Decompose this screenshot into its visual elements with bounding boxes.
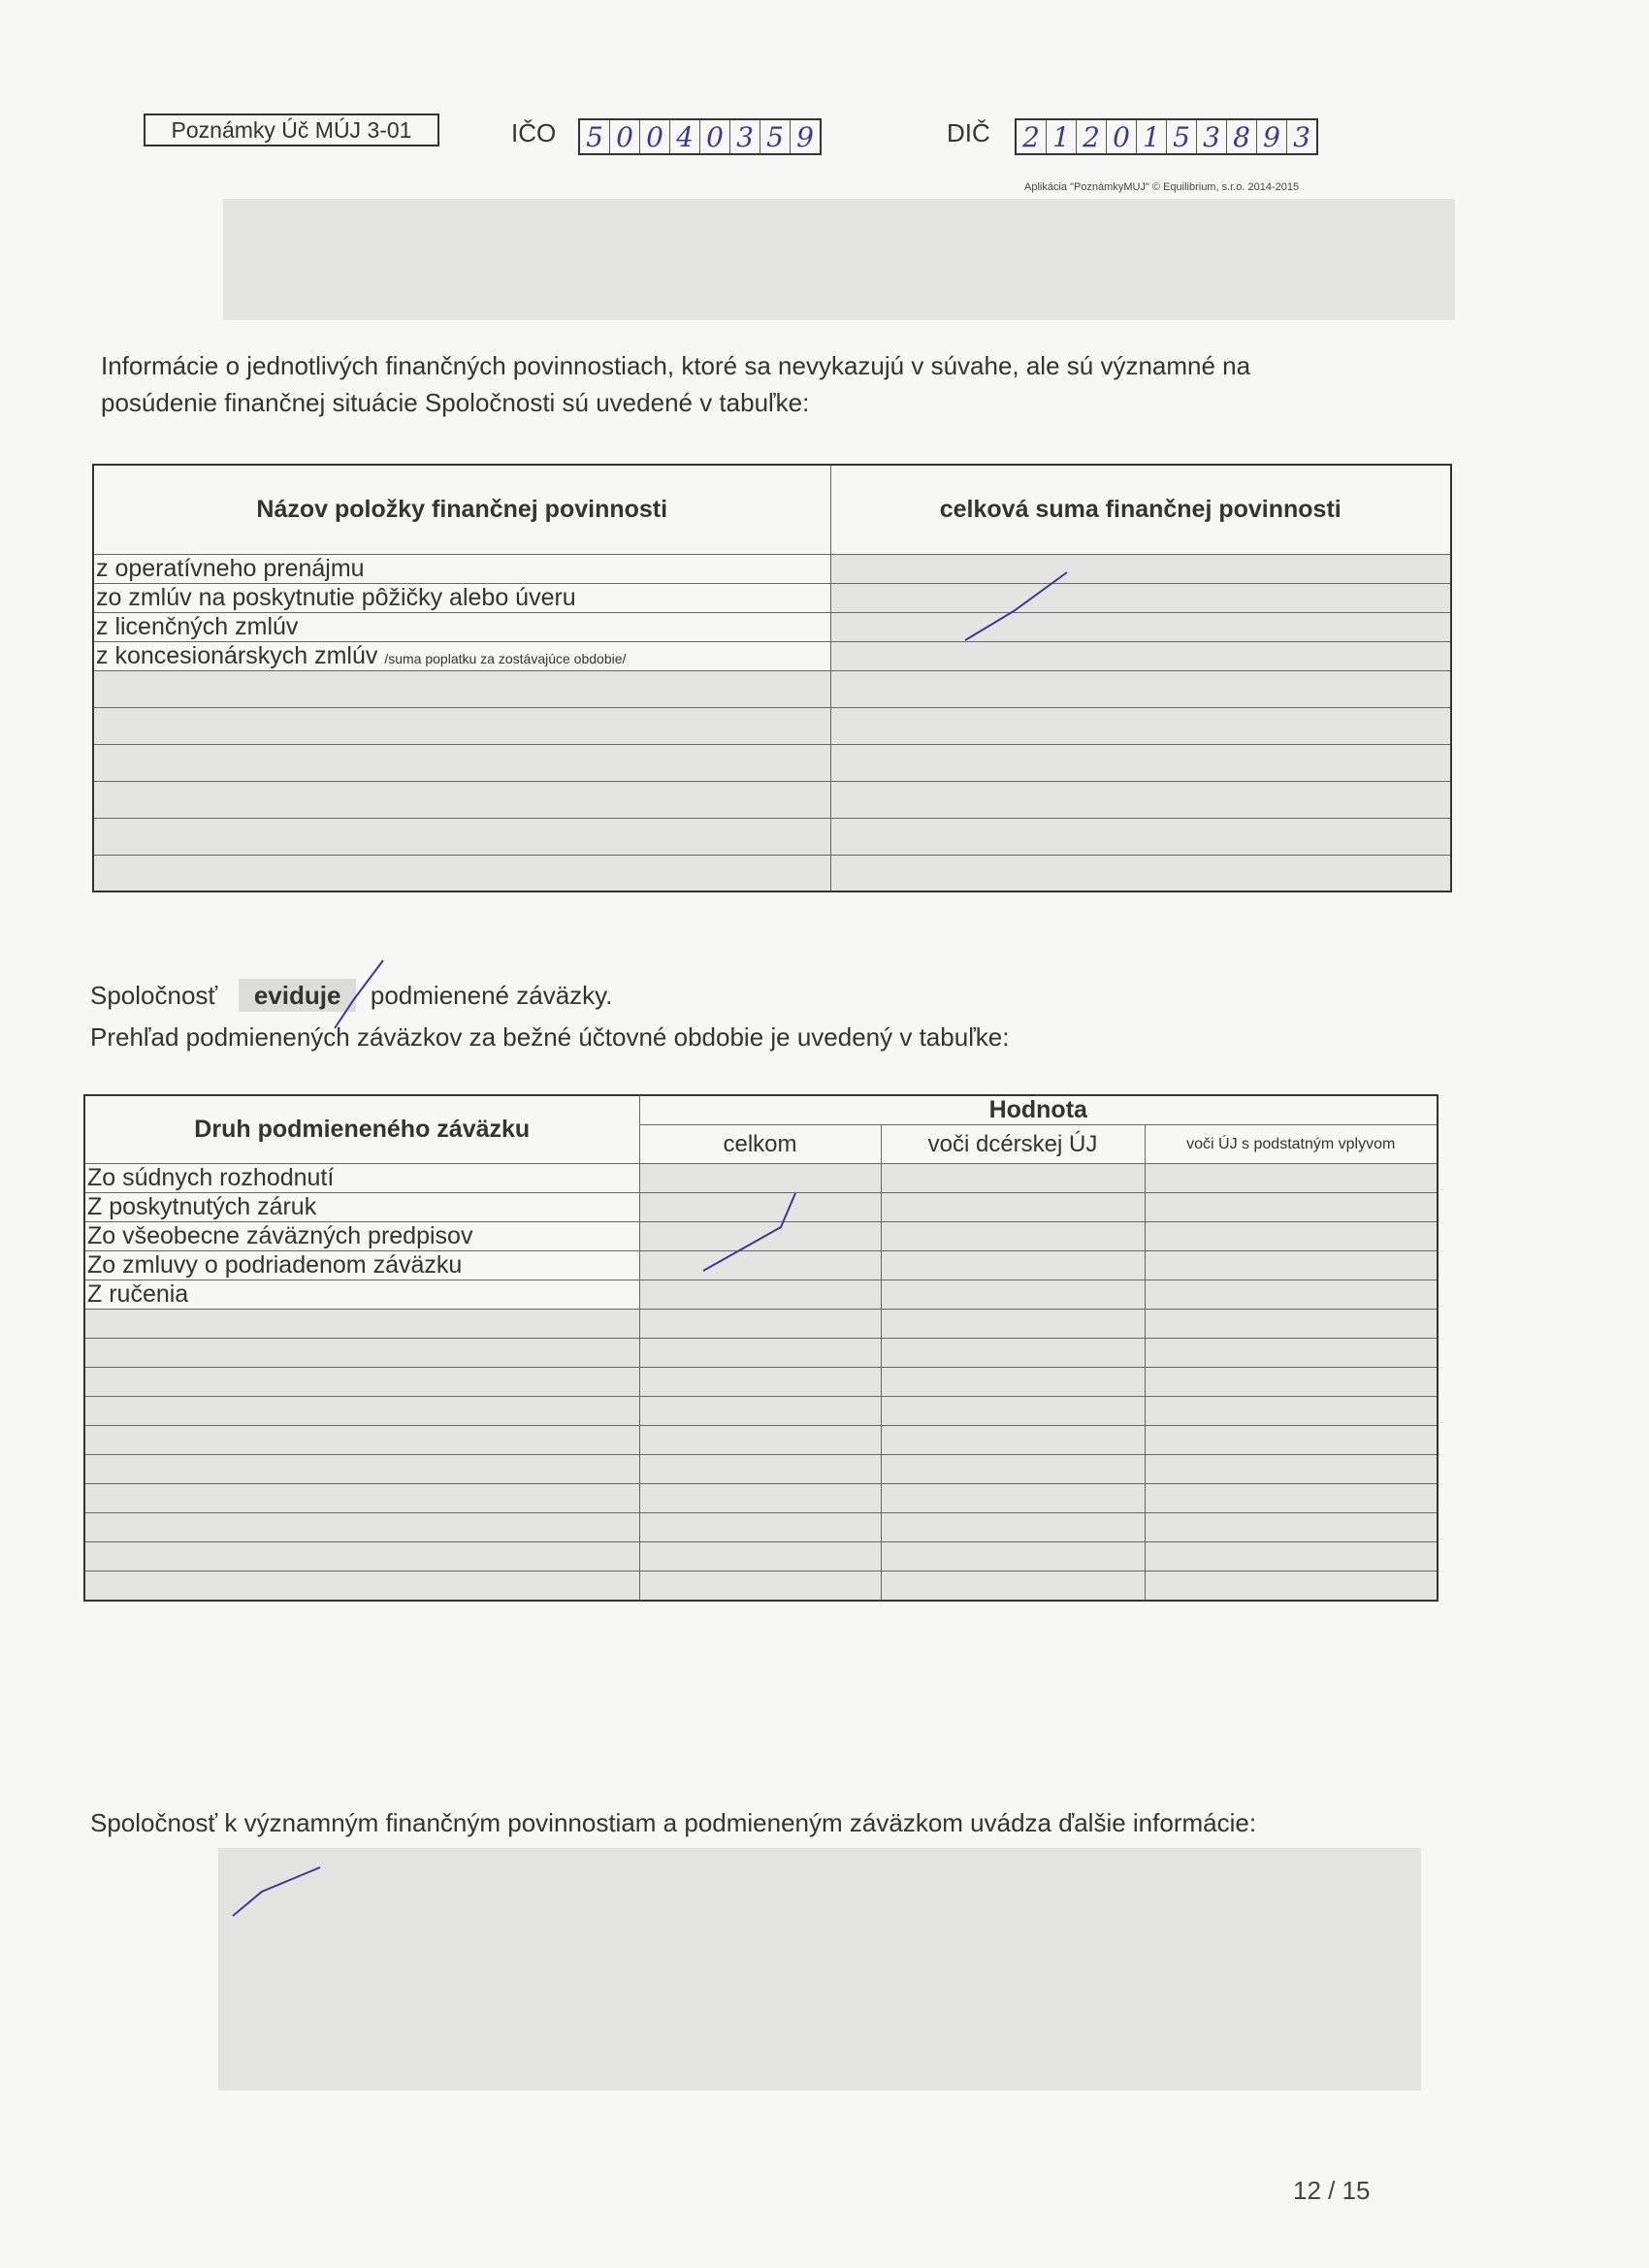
sub-header-total: celkom	[639, 1125, 881, 1164]
handwritten-slash-mark	[960, 567, 1077, 655]
empty-cell	[881, 1339, 1145, 1368]
digit-box: 3	[1293, 121, 1310, 153]
contingent-type-label: Z poskytnutých záruk	[84, 1193, 639, 1222]
empty-cell	[881, 1426, 1145, 1455]
empty-cell	[84, 1455, 639, 1484]
digit-box: 0	[610, 120, 640, 153]
empty-cell	[84, 1513, 639, 1542]
statement-suffix: podmienené záväzky.	[370, 981, 613, 1010]
table-row	[93, 641, 1451, 670]
value-cell	[881, 1251, 1145, 1280]
contingent-type-label: Zo zmluvy o podriadenom záväzku	[84, 1251, 639, 1280]
obligation-label-cell	[93, 554, 830, 583]
empty-cell	[84, 1397, 639, 1426]
additional-info-heading: Spoločnosť k významným finančným povinnostiam a podmieneným záväzkom uvádza ďalšie informácie:	[90, 1808, 1257, 1837]
empty-cell	[1145, 1455, 1438, 1484]
empty-cell	[84, 1310, 639, 1339]
digit-box: 5	[760, 120, 791, 153]
obligation-sum-cell	[830, 554, 1451, 583]
empty-cell	[830, 781, 1451, 818]
value-cell	[881, 1222, 1145, 1251]
handwritten-slash-mark	[228, 1863, 325, 1921]
empty-cell	[881, 1571, 1145, 1601]
obligation-note: /suma poplatku za zostávajúce obdobie/	[384, 650, 627, 666]
table-row	[84, 1513, 1438, 1542]
table-row	[84, 1339, 1438, 1368]
empty-cell	[84, 1368, 639, 1397]
empty-cell	[830, 744, 1451, 781]
digit-box: 5	[580, 120, 610, 153]
empty-cell	[830, 818, 1451, 855]
contingent-type-label: Z ručenia	[84, 1280, 639, 1310]
empty-cell	[1145, 1513, 1438, 1542]
empty-cell	[881, 1513, 1145, 1542]
empty-cell	[639, 1542, 881, 1571]
empty-cell	[1145, 1542, 1438, 1571]
value-cell	[1145, 1251, 1438, 1280]
empty-cell	[84, 1339, 639, 1368]
table-row	[93, 744, 1451, 781]
contingent-line2: Prehľad podmienených záväzkov za bežné účtovné obdobie je uvedený v tabuľke:	[90, 1022, 1010, 1052]
obligation-sum-cell	[830, 583, 1451, 612]
digit-box: 0	[700, 120, 730, 153]
value-cell	[1145, 1280, 1438, 1310]
empty-cell	[881, 1397, 1145, 1426]
empty-cell	[639, 1455, 881, 1484]
table-row	[84, 1368, 1438, 1397]
empty-cell	[93, 670, 830, 707]
digit-box: 4	[670, 120, 700, 153]
empty-cell	[639, 1484, 881, 1513]
digit-box: 8	[1227, 120, 1257, 153]
digit-box: 3	[730, 120, 760, 153]
handwritten-slash-mark	[698, 1188, 805, 1276]
col-name-header: Názov položky finančnej povinnosti	[93, 465, 830, 554]
table-row	[93, 554, 1451, 583]
intro-paragraph: Informácie o jednotlivých finančných povinnostiach, ktoré sa nevykazujú v súvahe, ale sú významné na posúdenie finančnej situácie Spoločnosti sú uvedené v tabuľke:	[101, 351, 1251, 417]
digit-box: 1	[1047, 120, 1077, 153]
table-row	[93, 818, 1451, 855]
page-number: 12 / 15	[1293, 2176, 1371, 2205]
empty-cell	[639, 1426, 881, 1455]
empty-cell	[1145, 1339, 1438, 1368]
table-row	[93, 781, 1451, 818]
empty-cell	[84, 1426, 639, 1455]
empty-cell	[93, 781, 830, 818]
empty-cell	[1145, 1426, 1438, 1455]
status-value: eviduje	[239, 979, 357, 1012]
obligation-label: z koncesionárskych zmlúv	[96, 641, 378, 669]
obligation-label-cell	[93, 583, 830, 612]
empty-cell	[881, 1455, 1145, 1484]
ico-label: IČO	[511, 118, 557, 147]
col-sum-header: celková suma finančnej povinnosti	[830, 465, 1451, 554]
empty-cell	[881, 1310, 1145, 1339]
obligation-label-cell	[93, 612, 830, 641]
table-row	[93, 583, 1451, 612]
empty-cell	[1145, 1484, 1438, 1513]
empty-cell	[830, 855, 1451, 891]
empty-cell	[830, 707, 1451, 744]
empty-cell	[1145, 1310, 1438, 1339]
value-header: Hodnota	[639, 1095, 1438, 1125]
statement-prefix: Spoločnosť	[90, 981, 218, 1010]
table-row	[84, 1280, 1438, 1310]
value-cell	[639, 1280, 881, 1310]
redacted-band-top	[223, 199, 1455, 320]
sub-header-significant: voči ÚJ s podstatným vplyvom	[1145, 1125, 1438, 1164]
obligation-label: zo zmlúv na poskytnutie pôžičky alebo úveru	[96, 583, 576, 611]
table-row	[84, 1455, 1438, 1484]
table-row	[93, 670, 1451, 707]
digit-box: 0	[1107, 120, 1137, 153]
empty-cell	[1145, 1368, 1438, 1397]
digit-box: 9	[1257, 120, 1287, 153]
empty-cell	[639, 1397, 881, 1426]
table-row	[84, 1397, 1438, 1426]
obligation-sum-cell	[830, 612, 1451, 641]
empty-cell	[84, 1571, 639, 1601]
obligation-label: z operatívneho prenájmu	[96, 554, 365, 582]
value-cell	[1145, 1164, 1438, 1193]
empty-cell	[84, 1484, 639, 1513]
contingent-statement	[90, 977, 1351, 1014]
empty-cell	[881, 1542, 1145, 1571]
digit-box: 3	[1197, 120, 1227, 153]
empty-cell	[639, 1571, 881, 1601]
value-cell	[881, 1164, 1145, 1193]
table-row	[84, 1484, 1438, 1513]
app-credit: Aplikácia "PoznámkyMUJ" © Equilibrium, s.r.o. 2014-2015	[1024, 181, 1300, 193]
ico-digit-boxes	[578, 118, 822, 155]
value-cell	[881, 1193, 1145, 1222]
digit-box: 2	[1017, 120, 1047, 153]
table-row	[93, 707, 1451, 744]
value-cell	[1145, 1193, 1438, 1222]
table-row	[84, 1310, 1438, 1339]
table-row	[84, 1426, 1438, 1455]
empty-cell	[639, 1368, 881, 1397]
empty-cell	[830, 670, 1451, 707]
table-row	[84, 1542, 1438, 1571]
obligations-table	[92, 464, 1452, 892]
empty-cell	[93, 744, 830, 781]
col-type-header: Druh podmieneného záväzku	[84, 1095, 639, 1164]
value-cell	[1145, 1222, 1438, 1251]
handwritten-slash-mark	[330, 956, 388, 1033]
empty-cell	[93, 855, 830, 891]
empty-cell	[1145, 1571, 1438, 1601]
empty-cell	[1145, 1397, 1438, 1426]
digit-box: 1	[1137, 120, 1167, 153]
digit-box: 0	[640, 120, 670, 153]
contingent-table	[83, 1094, 1439, 1602]
table-row	[93, 855, 1451, 891]
dic-label: DIČ	[947, 118, 990, 147]
empty-cell	[639, 1513, 881, 1542]
contingent-type-label: Zo všeobecne záväzných predpisov	[84, 1222, 639, 1251]
table-row	[93, 612, 1451, 641]
empty-cell	[639, 1339, 881, 1368]
obligation-sum-cell	[830, 641, 1451, 670]
form-code-box: Poznámky Úč MÚJ 3-01	[144, 113, 439, 146]
redacted-band-bottom	[218, 1848, 1421, 2090]
contingent-type-label: Zo súdnych rozhodnutí	[84, 1164, 639, 1193]
digit-box: 2	[1077, 120, 1107, 153]
obligation-label: z licenčných zmlúv	[96, 612, 299, 640]
dic-digit-boxes	[1015, 118, 1318, 155]
sub-header-subsidiary: voči dcérskej ÚJ	[881, 1125, 1145, 1164]
table-row	[84, 1571, 1438, 1601]
obligation-label-cell	[93, 641, 830, 670]
empty-cell	[881, 1484, 1145, 1513]
empty-cell	[84, 1542, 639, 1571]
empty-cell	[93, 818, 830, 855]
value-cell	[881, 1280, 1145, 1310]
empty-cell	[639, 1310, 881, 1339]
empty-cell	[93, 707, 830, 744]
digit-box: 9	[796, 121, 814, 153]
empty-cell	[881, 1368, 1145, 1397]
digit-box: 5	[1167, 120, 1197, 153]
